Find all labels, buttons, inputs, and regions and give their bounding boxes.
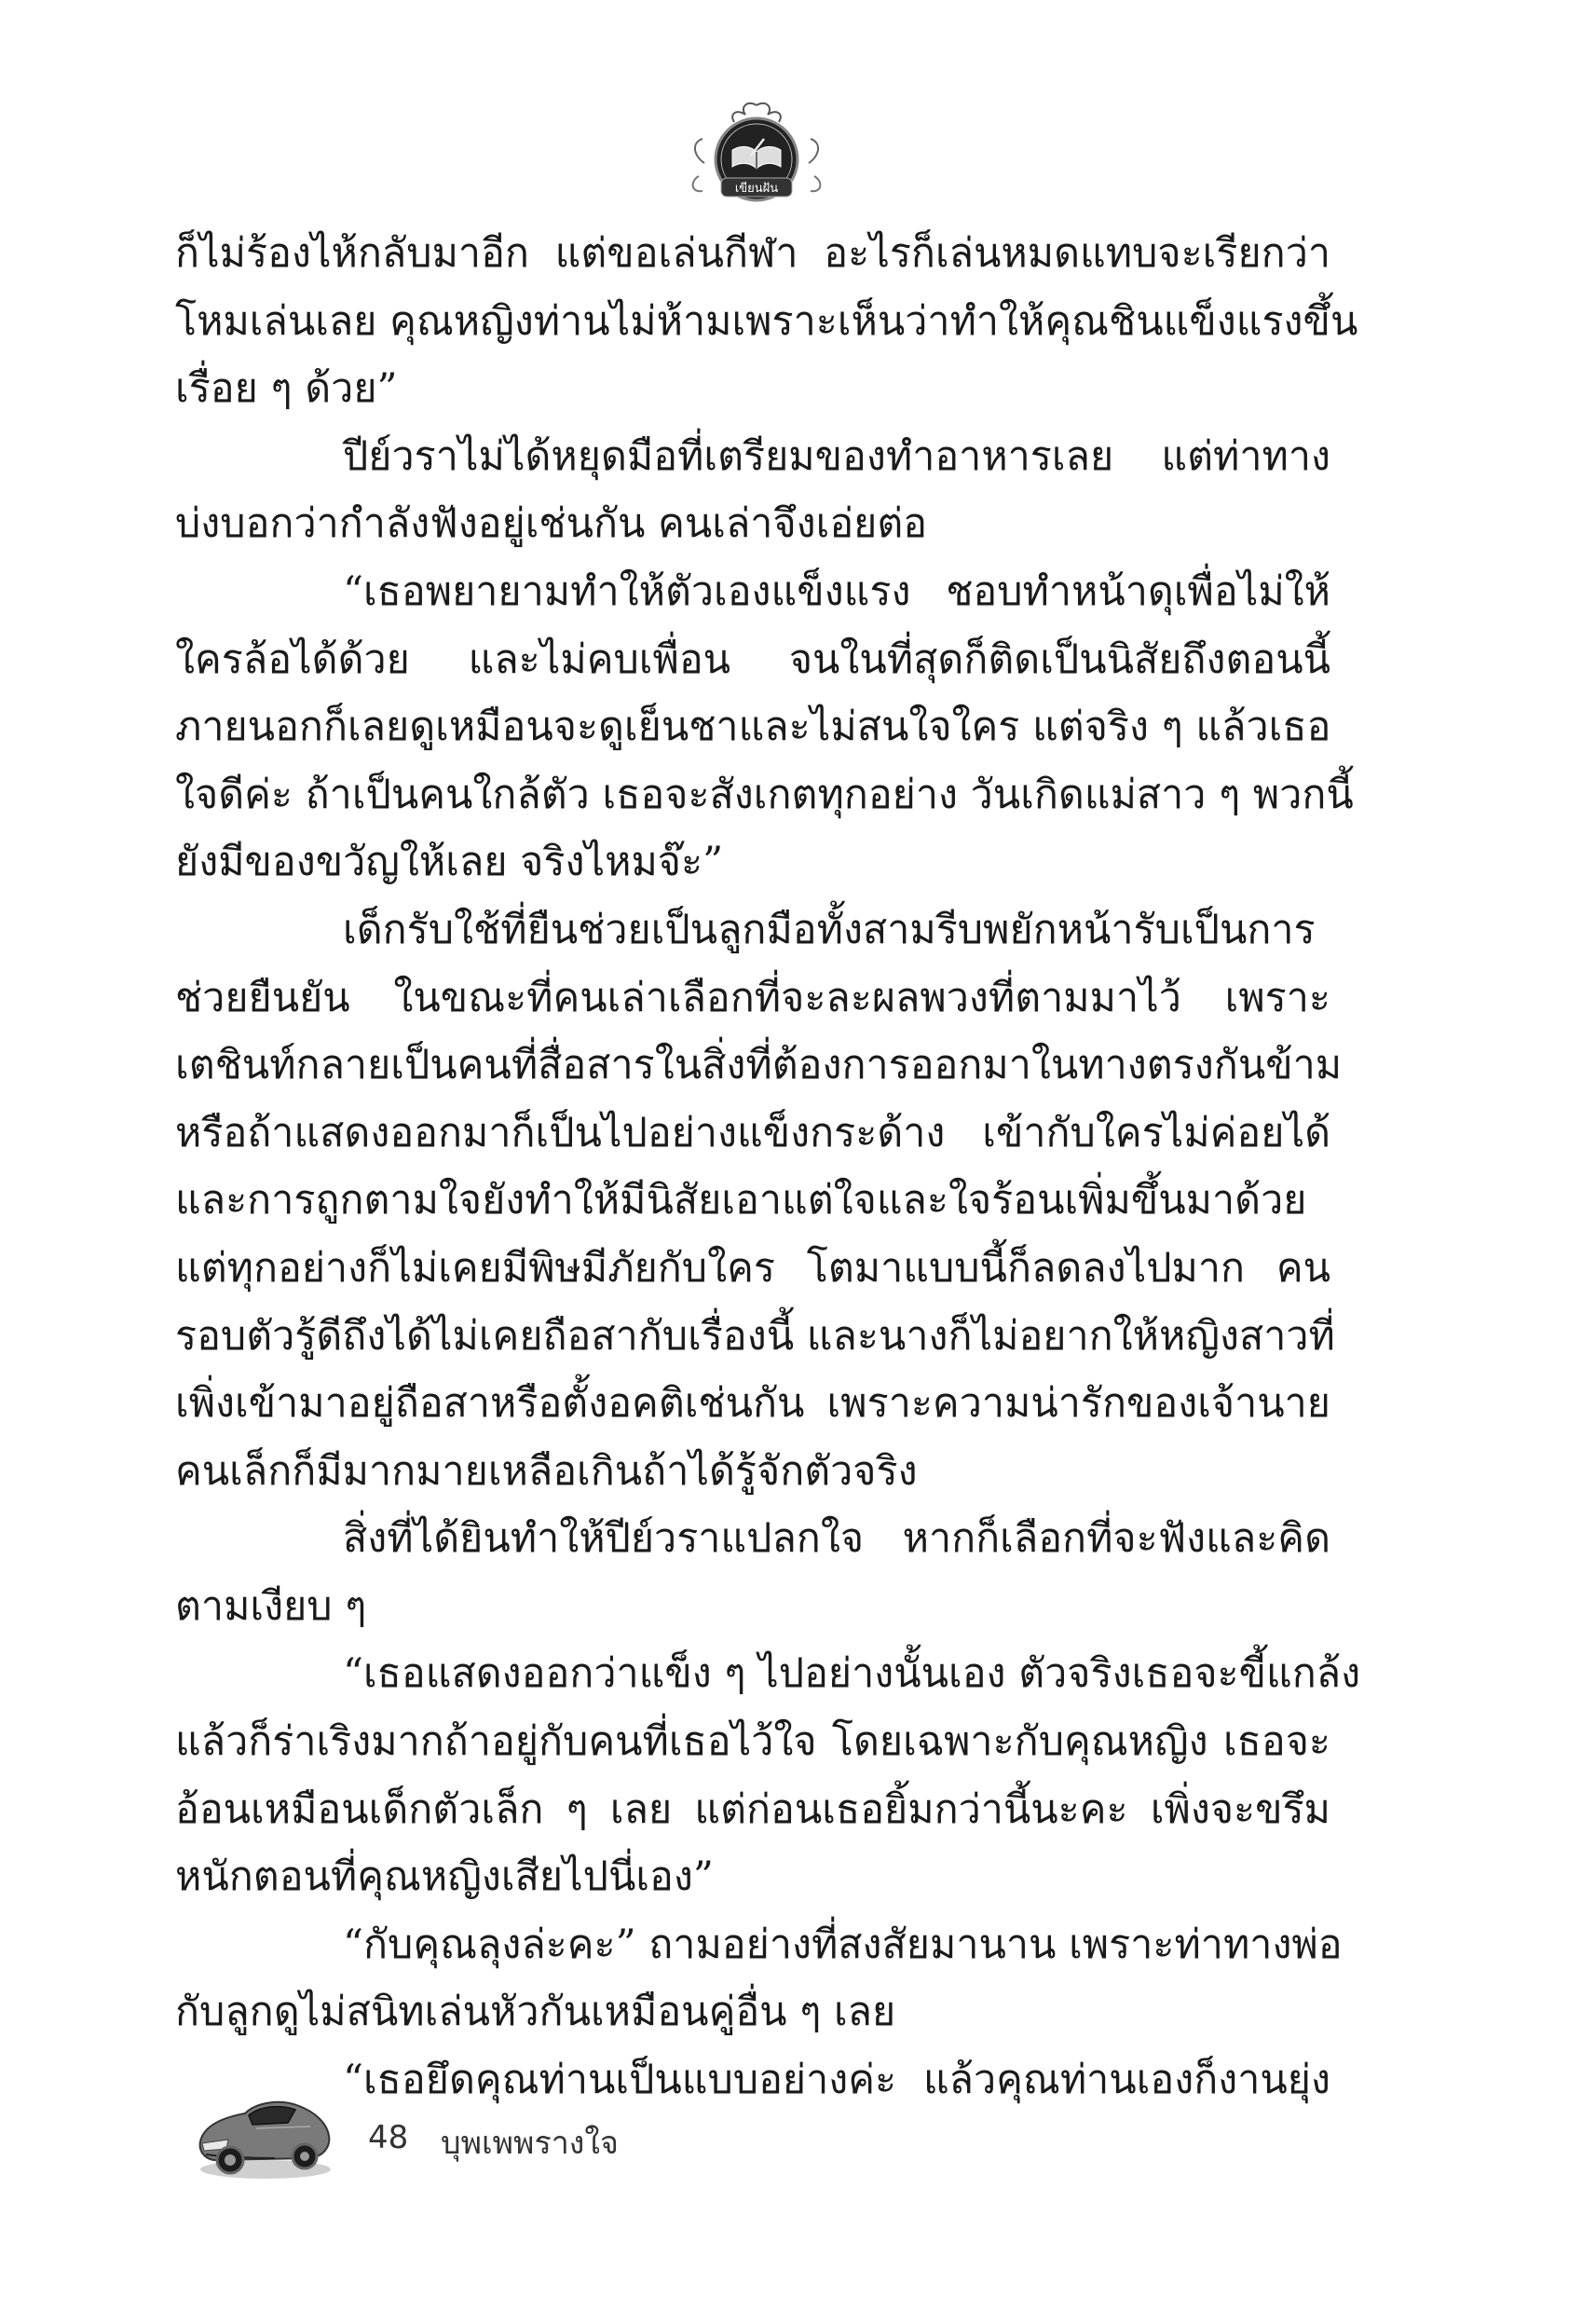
text-line: และการถูกตามใจยังทำให้มีนิสัยเอาแต่ใจและใจร้อนเพิ่มขึ้นมาด้วย bbox=[175, 1177, 1307, 1224]
text-line: “เธอแสดงออกว่าแข็ง ๆ ไปอย่างนั้นเอง ตัวจริงเธอจะขี้แกล้ง bbox=[343, 1650, 1361, 1698]
text-line: หนักตอนที่คุณหญิงเสียไปนี่เอง” bbox=[175, 1853, 714, 1901]
text-line: ยังมีของขวัญให้เลย จริงไหมจ๊ะ” bbox=[175, 839, 724, 886]
text-line: รอบตัวรู้ดีถึงได้ไม่เคยถือสากับเรื่องนี้ และนางก็ไม่อยากให้หญิงสาวที่ bbox=[175, 1312, 1335, 1360]
text-line: โหมเล่นเลย คุณหญิงท่านไม่ห้ามเพราะเห็นว่าทำให้คุณชินแข็งแรงขึ้น bbox=[175, 297, 1358, 345]
sports-car-icon bbox=[191, 2069, 335, 2185]
text-line: แต่ทุกอย่างก็ไม่เคยมีพิษมีภัยกับใคร โตมาแบบนี้ก็ลดลงไปมาก คน bbox=[175, 1244, 1330, 1292]
text-line: เด็กรับใช้ที่ยืนช่วยเป็นลูกมือทั้งสามรีบพยักหน้ารับเป็นการ bbox=[343, 906, 1316, 953]
text-line: ปีย์วราไม่ได้หยุดมือที่เตรียมของทำอาหารเลย แต่ท่าทาง bbox=[343, 432, 1330, 480]
text-line: กับลูกดูไม่สนิทเล่นหัวกันเหมือนคู่อื่น ๆ เลย bbox=[175, 1989, 896, 2036]
text-line: ภายนอกก็เลยดูเหมือนจะดูเย็นชาและไม่สนใจใคร แต่จริง ๆ แล้วเธอ bbox=[175, 704, 1331, 751]
text-line: แล้วก็ร่าเริงมากถ้าอยู่กับคนที่เธอไว้ใจ โดยเฉพาะกับคุณหญิง เธอจะ bbox=[175, 1718, 1330, 1766]
logo-text: เขียนฝัน bbox=[734, 182, 779, 196]
text-line: “เธอยึดคุณท่านเป็นแบบอย่างค่ะ แล้วคุณท่านเองก็งานยุ่ง bbox=[343, 2057, 1330, 2104]
page-footer bbox=[191, 2069, 750, 2190]
publisher-logo-icon bbox=[686, 98, 827, 210]
text-line: “เธอพยายามทำให้ตัวเองแข็งแรง ชอบทำหน้าดุเพื่อไม่ให้ bbox=[343, 567, 1330, 615]
text-line: เพิ่งเข้ามาอยู่ถือสาหรือตั้งอคติเช่นกัน เพราะความน่ารักของเจ้านาย bbox=[175, 1380, 1330, 1428]
text-line: เตชินท์กลายเป็นคนที่สื่อสารในสิ่งที่ต้องการออกมาในทางตรงกันข้าม bbox=[175, 1042, 1343, 1089]
page-number: 48 bbox=[368, 2119, 409, 2156]
text-line: สิ่งที่ได้ยินทำให้ปีย์วราแปลกใจ หากก็เลือกที่จะฟังและคิด bbox=[343, 1515, 1330, 1563]
text-line: ตามเงียบ ๆ bbox=[175, 1582, 367, 1630]
text-line: เรื่อย ๆ ด้วย” bbox=[175, 365, 398, 413]
text-line: ใจดีค่ะ ถ้าเป็นคนใกล้ตัว เธอจะสังเกตทุกอย่าง วันเกิดแม่สาว ๆ พวกนี้ bbox=[175, 771, 1354, 818]
body-text bbox=[175, 220, 1361, 2114]
text-line: บ่งบอกว่ากำลังฟังอยู่เช่นกัน คนเล่าจึงเอ่ยต่อ bbox=[175, 500, 928, 548]
text-line: ใครล้อได้ด้วย และไม่คบเพื่อน จนในที่สุดก็ติดเป็นนิสัยถึงตอนนี้ bbox=[175, 636, 1330, 683]
text-line: ก็ไม่ร้องไห้กลับมาอีก แต่ขอเล่นกีฬา อะไรก็เล่นหมดแทบจะเรียกว่า bbox=[175, 230, 1330, 277]
book-title: บุพเพพรางใจ bbox=[441, 2125, 619, 2162]
text-line: หรือถ้าแสดงออกมาก็เป็นไปอย่างแข็งกระด้าง เข้ากับใครไม่ค่อยได้ bbox=[175, 1109, 1330, 1156]
text-line: “กับคุณลุงล่ะคะ” ถามอย่างที่สงสัยมานาน เพราะท่าทางพ่อ bbox=[343, 1921, 1343, 1968]
text-line: อ้อนเหมือนเด็กตัวเล็ก ๆ เลย แต่ก่อนเธอยิ้มกว่านี้นะคะ เพิ่งจะขรึม bbox=[175, 1785, 1330, 1833]
text-line: ช่วยยืนยัน ในขณะที่คนเล่าเลือกที่จะละผลพวงที่ตามมาไว้ เพราะ bbox=[175, 974, 1330, 1021]
text-line: คนเล็กก็มีมากมายเหลือเกินถ้าได้รู้จักตัวจริง bbox=[175, 1447, 918, 1495]
